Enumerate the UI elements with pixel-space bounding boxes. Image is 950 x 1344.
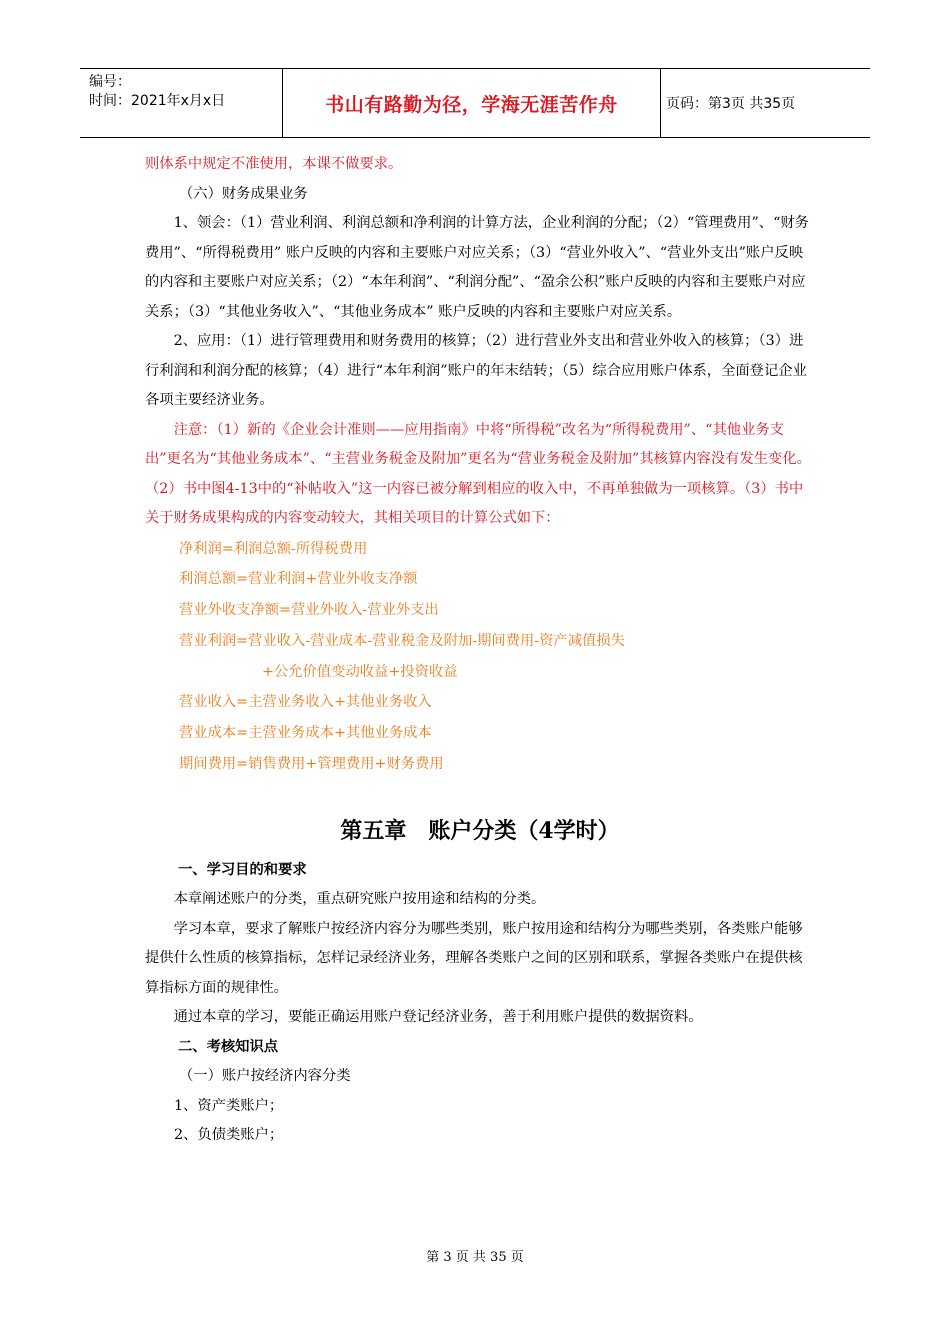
paragraph-intro: 本章阐述账户的分类，重点研究账户按用途和结构的分类。 bbox=[173, 891, 546, 908]
list-item: 2、负债类账户； bbox=[174, 1127, 284, 1144]
section-heading-goals: 一、学习目的和要求 bbox=[178, 861, 307, 878]
header-page-cell bbox=[661, 69, 872, 137]
section-heading-financial-results: （六）财务成果业务 bbox=[179, 185, 308, 202]
formula-line: +公允价值变动收益+投资收益 bbox=[262, 663, 458, 680]
header-meta-cell bbox=[80, 69, 283, 137]
formula-line: 营业利润=营业收入-营业成本-营业税金及附加-期间费用-资产减值损失 bbox=[179, 632, 625, 649]
subsection-heading: （一）账户按经济内容分类 bbox=[179, 1068, 351, 1085]
page-footer: 第 3 页 共 35 页 bbox=[426, 1250, 524, 1265]
formula-line: 净利润=利润总额-所得税费用 bbox=[179, 540, 368, 557]
formula-list bbox=[145, 534, 815, 780]
header-motto: 书山有路勤为径，学海无涯苦作舟 bbox=[325, 93, 618, 116]
formula-line: 营业成本=主营业务成本+其他业务成本 bbox=[179, 725, 432, 742]
paragraph-apply: 2、应用：（1）进行管理费用和财务费用的核算；（2）进行营业外支出和营业外收入的核算；（3）进行利润和利润分配的核算；（4）进行“本年利润”账户的年末结转；（5）综合应用账户体系，全面登记企业各项主要经济业务。 bbox=[145, 333, 807, 408]
paragraph-outcome: 通过本章的学习，要能正确运用账户登记经济业务，善于利用账户提供的数据资料。 bbox=[173, 1009, 703, 1026]
paragraph-requirements: 学习本章，要求了解账户按经济内容分为哪些类别，账户按用途和结构分为哪些类别，各类账户能够提供什么性质的核算指标，怎样记录经济业务，理解各类账户之间的区别和联系，掌握各类账户在提供核算指标方面的规律性。 bbox=[145, 920, 803, 996]
header-motto-cell bbox=[283, 69, 661, 137]
page-header bbox=[80, 68, 870, 138]
formula-line: 利润总额=营业利润+营业外收支净额 bbox=[179, 571, 418, 588]
formula-line: 营业收入=主营业务收入+其他业务收入 bbox=[179, 694, 432, 711]
formula-line: 营业外收支净额=营业外收入-营业外支出 bbox=[179, 602, 439, 619]
section-heading-knowledge-points: 二、考核知识点 bbox=[178, 1038, 279, 1055]
paragraph-comprehend: 1、领会：（1）营业利润、利润总额和净利润的计算方法，企业利润的分配；（2）“管理费用”、“财务费用”、“所得税费用” 账户反映的内容和主要账户对应关系；（3）“营业外收入”、“营业外支出”账户反映的内容和主要账户对应关系；（2）“本年利润”、“利润分配”、“盈余公积”账户反映的内容和主要账户对应关系；（3）“其他业务收入”、“其他业务成本” 账户反映的内容和主要账户对应关系。 bbox=[145, 215, 809, 320]
document-body bbox=[145, 150, 815, 1151]
paragraph-note: 注意：（1）新的《企业会计准则——应用指南》中将“所得税”改名为“所得税费用”、“其他业务支出”更名为“其他业务成本”、“主营业务税金及附加”更名为“营业务税金及附加”其核算内容没有发生变化。（2）书中图4-13中的“补帖收入”这一内容已被分解到相应的收入中，不再单独做为一项核算。（3）书中关于财务成果构成的内容变动较大，其相关项目的计算公式如下： bbox=[145, 421, 811, 526]
document-number-label: 编号： bbox=[89, 74, 131, 90]
paragraph-continued: 则体系中规定不准使用，本课不做要求。 bbox=[145, 156, 403, 172]
document-time-label: 时间：2021年x月x日 bbox=[89, 93, 226, 109]
formula-line: 期间费用=销售费用+管理费用+财务费用 bbox=[179, 756, 444, 773]
header-page-info: 页码：第3页 共35页 bbox=[666, 96, 796, 112]
chapter-title: 第五章 账户分类（4学时） bbox=[340, 817, 620, 844]
list-item: 1、资产类账户； bbox=[174, 1097, 284, 1114]
